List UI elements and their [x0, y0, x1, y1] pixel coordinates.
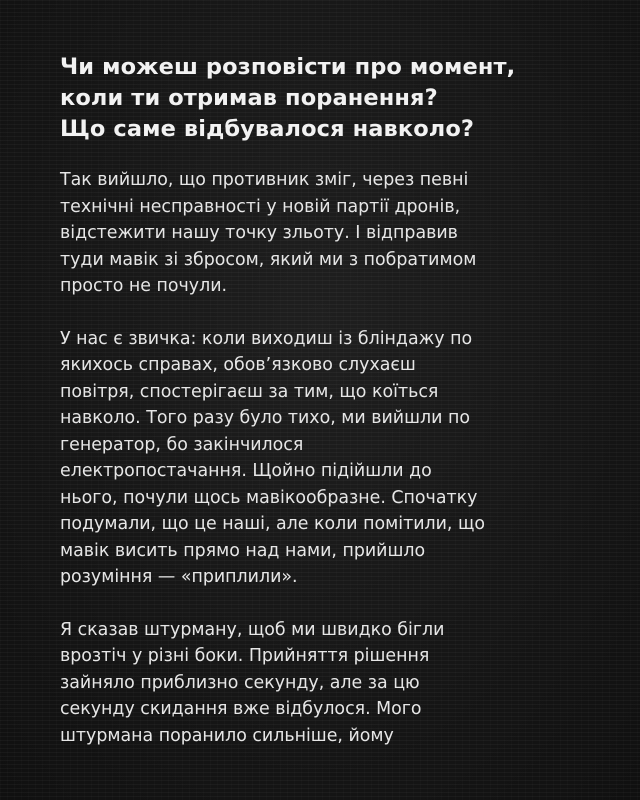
paragraph-line: розуміння — «приплили». [60, 567, 298, 587]
paragraph-line: Я сказав штурману, щоб ми швидко бігли [60, 619, 445, 640]
paragraph-line: відстежити нашу точку зльоту. І відправив [60, 223, 458, 243]
paragraph-line: Так вийшло, що противник зміг, через певні [60, 170, 469, 190]
paragraph-line: нього, почули щось мавікообразне. Спочатку [60, 487, 478, 508]
paragraph-line: повітря, спостерігаєш за тим, що коїться [60, 381, 439, 402]
paragraph-line: просто не почули. [60, 276, 228, 296]
paragraph-line: зайняло приблизно секунду, але за цю [60, 672, 420, 693]
interview-page [60, 52, 600, 775]
interview-question [60, 52, 600, 145]
question-line: Що саме відбувалося навколо? [60, 116, 475, 142]
paragraph-line: туди мавік зі збросом, який ми з побратимом [60, 249, 477, 270]
paragraph-line: якихось справах, обов’язково слухаєш [60, 355, 416, 375]
answer-paragraph-1 [60, 167, 600, 300]
paragraph-line: технічні несправності у новій партії дронів, [60, 196, 461, 217]
question-line: коли ти отримав поранення? [60, 85, 438, 111]
paragraph-line: секунду скидання вже відбулося. Мого [60, 699, 422, 719]
answer-paragraph-2 [60, 326, 600, 591]
paragraph-line: У нас є звичка: коли виходиш із бліндажу по [60, 328, 473, 349]
paragraph-line: штурмана поранило сильніше, йому [60, 725, 394, 746]
paragraph-line: генератор, бо закінчилося [60, 434, 304, 455]
question-line: Чи можеш розповісти про момент, [60, 54, 516, 80]
paragraph-line: врозтіч у різні боки. Прийняття рішення [60, 646, 430, 666]
paragraph-line: мавік висить прямо над нами, прийшло [60, 540, 426, 561]
paragraph-line: подумали, що це наші, але коли помітили, що [60, 514, 485, 534]
answer-paragraph-3 [60, 617, 600, 750]
paragraph-line: навколо. Того разу було тихо, ми вийшли по [60, 408, 470, 428]
paragraph-line: електропостачання. Щойно підійшли до [60, 461, 432, 481]
